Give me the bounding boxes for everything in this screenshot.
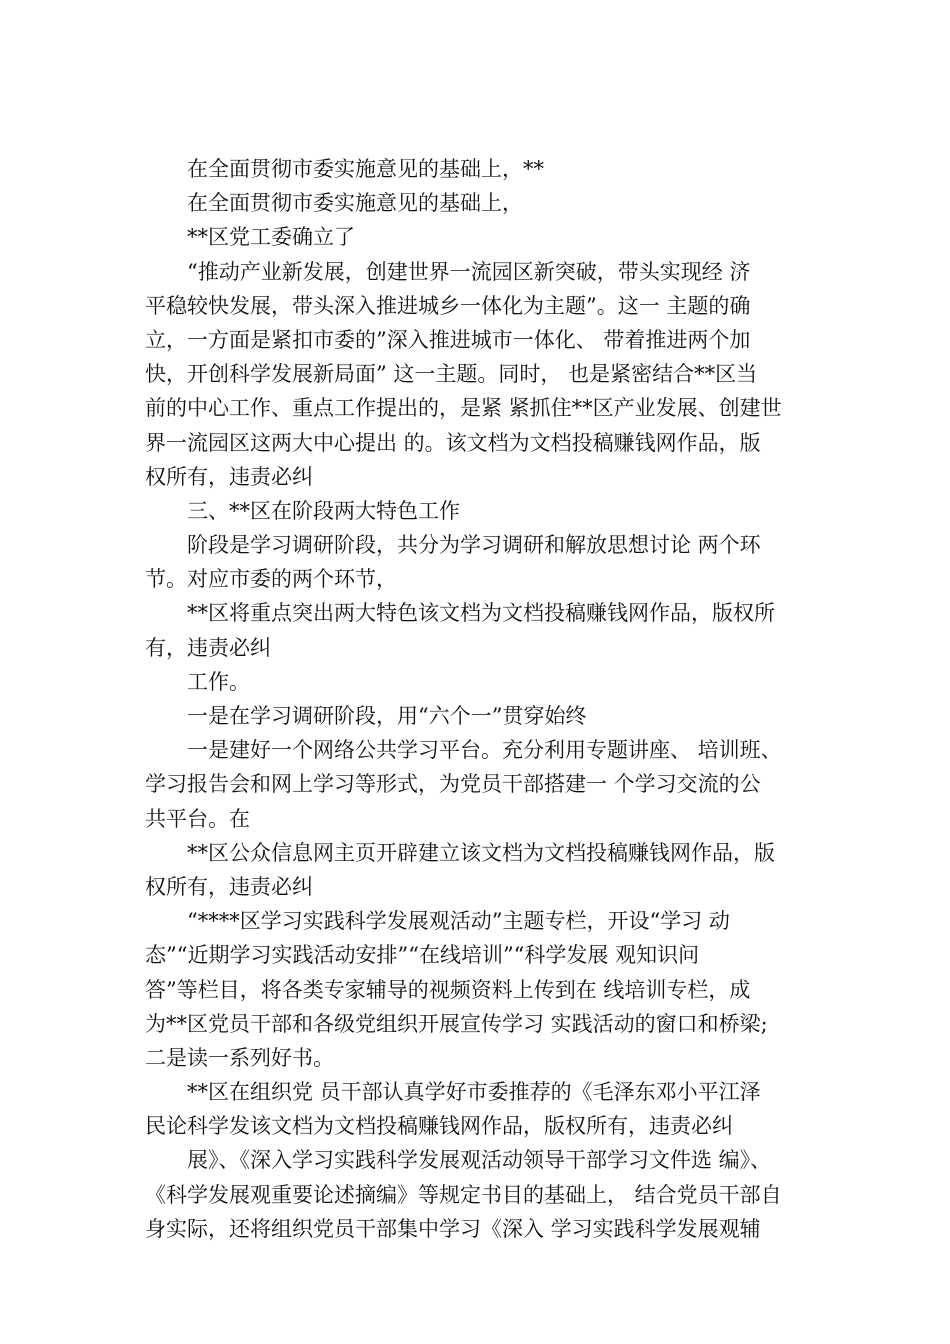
text-line: 态”“近期学习实践活动安排”“在线培训”“科学发展 观知识问 [145,943,700,968]
text-line: 三、**区在阶段两大特色工作 [187,498,460,523]
text-line: “****区学习实践科学发展观活动”主题专栏，开设“学习 动 [187,909,730,934]
text-line: 《科学发展观重要论述摘编》等规定书目的基础上， 结合党员干部自 [145,1182,782,1207]
text-line: 答”等栏目，将各类专家辅导的视频资料上传到在 线培训专栏，成 [145,977,751,1002]
text-line: 阶段是学习调研阶段，共分为学习调研和解放思想讨论 两个环 [187,533,761,558]
text-line: 展》、《深入学习实践科学发展观活动领导干部学习文件选 编》、 [187,1148,772,1173]
text-line: 工作。 [187,669,250,694]
text-line: 在全面贯彻市委实施意见的基础上， [187,191,523,216]
text-line: 民论科学发该文档为文档投稿赚钱网作品，版权所有，违责必纠 [145,1114,733,1139]
text-line: 节。对应市委的两个环节， [145,567,397,592]
text-line: 身实际，还将组织党员干部集中学习《深入 学习实践科学发展观辅 [145,1216,761,1241]
text-line: 立，一方面是紧扣市委的”深入推进城市一体化、 带着推进两个加 [145,327,751,352]
text-line: 学习报告会和网上学习等形式，为党员干部搭建一 个学习交流的公 [145,772,761,797]
text-line: 快，开创科学发展新局面” 这一主题。同时， 也是紧密结合**区当 [145,362,758,387]
text-line: 平稳较快发展，带头深入推进城乡一体化为主题”。这一 主题的确 [145,293,751,318]
text-line: **区公众信息网主页开辟建立该文档为文档投稿赚钱网作品，版 [187,840,775,865]
text-line: 一是在学习调研阶段，用“六个一”贯穿始终 [187,704,587,728]
text-line: 权所有，违责必纠 [145,874,313,899]
text-line: 在全面贯彻市委实施意见的基础上，** [187,157,544,181]
document-body [145,152,813,1246]
text-line: **区党工委确立了 [187,225,355,250]
text-line: **区将重点突出两大特色该文档为文档投稿赚钱网作品，版权所 [187,601,775,626]
text-line: 界一流园区这两大中心提出 的。该文档为文档投稿赚钱网作品，版 [145,430,761,455]
text-line: 为**区党员干部和各级党组织开展宣传学习 实践活动的窗口和桥梁; [145,1011,768,1036]
text-line: 二是读一系列好书。 [145,1045,334,1070]
text-line: **区在组织党 员干部认真学好市委推荐的《毛泽东邓小平江泽 [187,1080,761,1105]
text-line: 有，违责必纠 [145,635,271,660]
text-line: 共平台。在 [145,806,250,831]
text-line: “推动产业新发展，创建世界一流园区新突破，带头实现经 济 [187,259,751,284]
text-line: 前的中心工作、重点工作提出的，是紧 紧抓住**区产业发展、创建世 [145,396,782,421]
text-line: 一是建好一个网络公共学习平台。充分利用专题讲座、 培训班、 [187,738,782,763]
text-line: 权所有，违责必纠 [145,464,313,489]
